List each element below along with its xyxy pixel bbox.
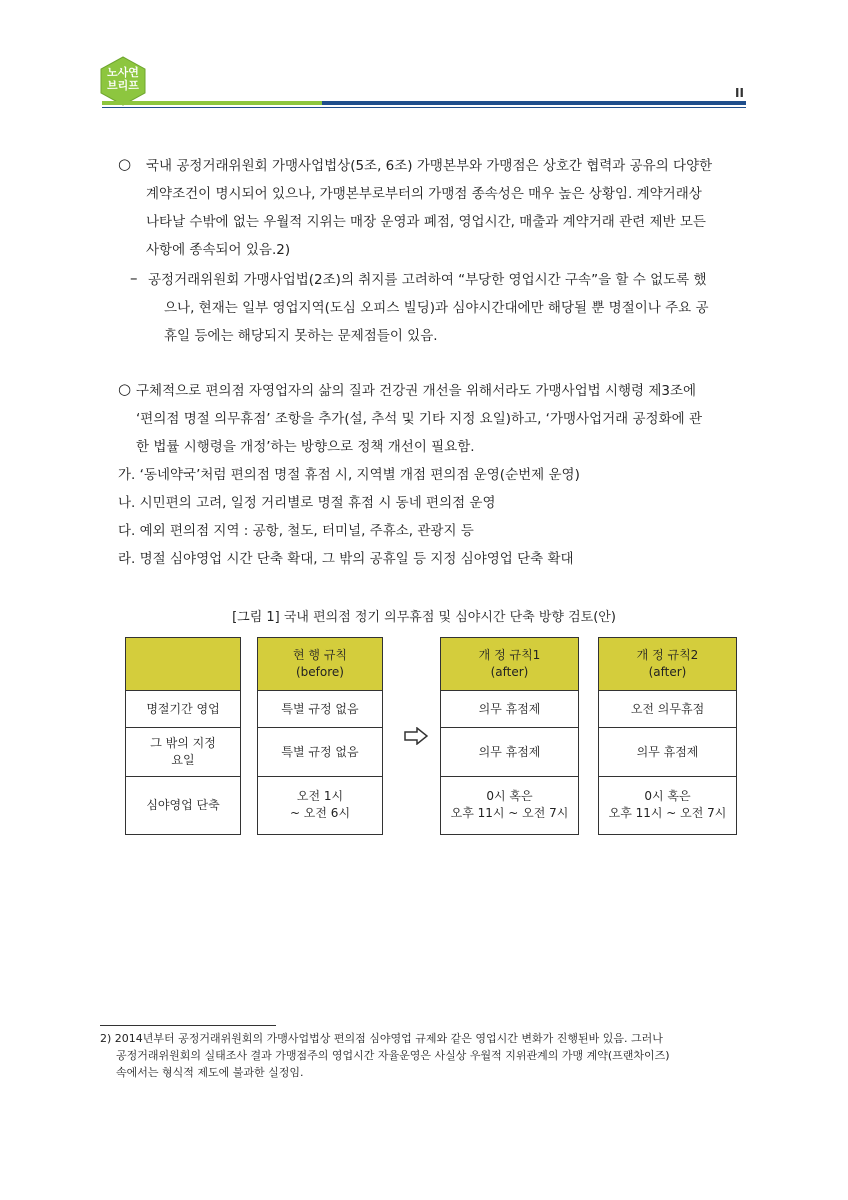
table-row-labels [125,637,241,835]
section1-dash: – [130,269,138,287]
table-cell: 의무 휴점제 [441,728,578,777]
table-cell: 의무 휴점제 [599,728,736,777]
figure-caption: [그림 1] 국내 편의점 정기 의무휴점 및 심야시간 단축 방향 검토(안) [232,610,616,625]
page-number: II [735,86,744,100]
table-header-sub: (after) [490,665,529,679]
table-cell-text: 요일 [171,753,195,767]
section2-line: 한 법률 시행령을 개정’하는 방향으로 정책 개선이 필요함. [136,439,475,455]
table-cell-text: 그 밖의 지정 [150,736,216,750]
section1-sub-line: 휴일 등에는 해당되지 못하는 문제점들이 있음. [164,328,438,344]
table-current-rules [257,637,383,835]
section1-sub-line: 으나, 현재는 일부 영업지역(도심 오피스 빌딩)과 심야시간대에만 해당될 뿐 명절이나 주요 공 [164,300,709,316]
table-cell-text: 오전 1시 [296,789,344,803]
section1-subparagraph [148,266,752,350]
table-cell: 심야영업 단축 [146,797,220,812]
footnote-line: 속에서는 형식적 제도에 불과한 실정임. [116,1066,304,1079]
table-cell: 의무 휴점제 [441,692,578,728]
table-cell [599,777,736,833]
section1-line: 나타날 수밖에 없는 우월적 지위는 매장 운영과 폐점, 영업시간, 매출과 계약거래 관련 제반 모든 [146,214,706,230]
table-cell-text: ~ 오전 6시 [289,806,351,820]
logo-text [98,66,148,92]
table-cell [441,777,578,833]
right-arrow-icon [404,727,428,745]
footnote [100,1030,760,1081]
section1-bullet: ○ [118,155,132,173]
table-revised-rule-2 [598,637,737,835]
logo-line2: 브리프 [107,79,139,92]
section2-paragraph [136,377,752,461]
section1-paragraph [146,152,752,264]
table-header [258,638,382,691]
table-header-title: 개 정 규칙1 [478,648,541,662]
table-header-title: 현 행 규칙 [293,648,347,662]
section1-line: 사항에 종속되어 있음.2) [146,242,291,258]
table-cell: 특별 규정 없음 [258,692,382,728]
table-cell-text: 오후 11시 ~ 오전 7시 [450,806,569,820]
section2-line: ‘편의점 명절 의무휴점’ 조항을 추가(설, 추석 및 기타 지정 요일)하고, ‘가맹사업거래 공정화에 관 [136,411,703,427]
footnote-line: 공정거래위원회의 실태조사 결과 가맹점주의 영업시간 자율운영은 사실상 우월적 지위관계의 가맹 계약(프랜차이즈) [116,1049,670,1062]
header-rule-green [102,101,322,105]
header-rule-blue [322,101,746,105]
table-cell: 오전 의무휴점 [599,692,736,728]
header-rule-thin [102,107,746,108]
table-cell-text: 0시 혹은 [644,789,691,803]
footnote-line: 2) 2014년부터 공정거래위원회의 가맹사업법상 편의점 심야영업 규제와 같은 영업시간 변화가 진행된바 있음. 그러나 [100,1032,663,1045]
list-item: 라. 명절 심야영업 시간 단축 확대, 그 밖의 공휴일 등 지정 심야영업 단축 확대 [118,551,574,567]
table-header-sub: (before) [296,665,344,679]
section2-line: 구체적으로 편의점 자영업자의 삶의 질과 건강권 개선을 위해서라도 가맹사업법 시행령 제3조에 [136,383,697,399]
list-item: 가. ‘동네약국’처럼 편의점 명절 휴점 시, 지역별 개점 편의점 운영(순번제 운영) [118,467,580,483]
table-cell: 명절기간 영업 [126,692,240,728]
list-item: 다. 예외 편의점 지역 : 공항, 철도, 터미널, 주휴소, 관광지 등 [118,523,474,539]
table-header [599,638,736,691]
table-header-empty [126,638,240,691]
table-cell-text: 0시 혹은 [486,789,533,803]
table-cell-text: 오후 11시 ~ 오전 7시 [608,806,727,820]
section1-line: 계약조건이 명시되어 있으나, 가맹본부로부터의 가맹점 종속성은 매우 높은 상황임. 계약거래상 [146,186,702,202]
table-cell [258,777,382,833]
table-revised-rule-1 [440,637,579,835]
table-header [441,638,578,691]
section2-bullet: ○ [118,380,132,398]
section1-line: 국내 공정거래위원회 가맹사업법상(5조, 6조) 가맹본부와 가맹점은 상호간 협력과 공유의 다양한 [146,158,713,174]
table-header-title: 개 정 규칙2 [636,648,699,662]
table-cell [126,728,240,777]
section1-sub-line: 공정거래위원회 가맹사업법(2조)의 취지를 고려하여 “부당한 영업시간 구속”을 할 수 없도록 했 [148,272,707,288]
table-cell: 특별 규정 없음 [258,728,382,777]
list-item: 나. 시민편의 고려, 일정 거리별로 명절 휴점 시 동네 편의점 운영 [118,495,496,511]
table-header-sub: (after) [648,665,687,679]
logo-line1: 노사연 [107,66,139,79]
footnote-divider [100,1025,276,1026]
